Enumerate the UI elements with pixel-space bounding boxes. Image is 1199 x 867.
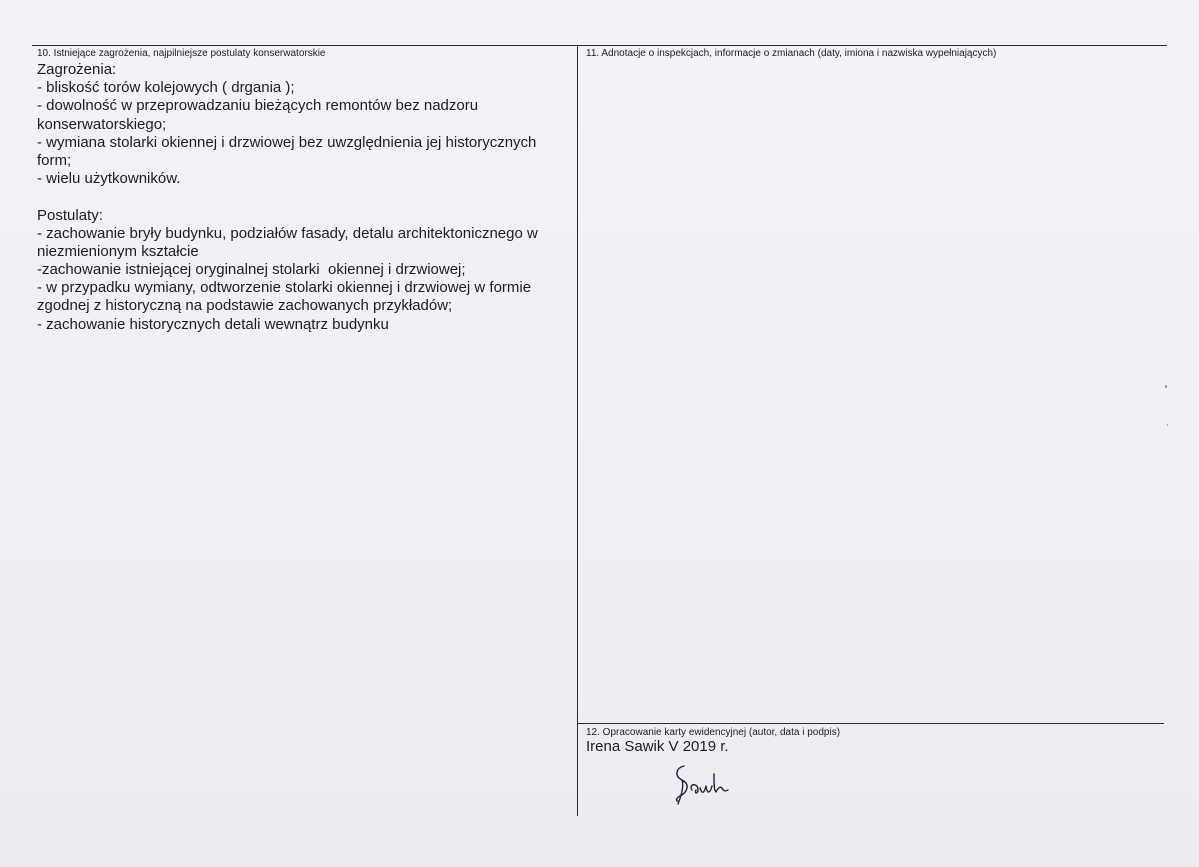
top-rule: [32, 45, 1167, 46]
scan-speck: [1165, 385, 1167, 388]
scan-speck: [1167, 424, 1168, 426]
section10-line: -zachowanie istniejącej oryginalnej stolarki okiennej i drzwiowej;: [37, 261, 466, 279]
section10-line: - wielu użytkowników.: [37, 170, 181, 188]
section10-body: [37, 61, 572, 334]
section10-line: - zachowanie bryły budynku, podziałów fasady, detalu architektonicznego w: [37, 224, 538, 242]
section10-line: zgodnej z historyczną na podstawie zachowanych przykładów;: [37, 297, 453, 315]
author-name: Irena Sawik V 2019 r.: [586, 738, 729, 755]
section10-line: - wymiana stolarki okiennej i drzwiowej bez uwzględnienia jej historycznych: [37, 133, 537, 151]
section12-rule: [577, 723, 1164, 724]
section10-line: - w przypadku wymiany, odtworzenie stolarki okiennej i drzwiowej w formie: [37, 279, 532, 297]
section10-line: form;: [37, 151, 72, 169]
section10-line: konserwatorskiego;: [37, 115, 167, 133]
section10-heading: 10. Istniejące zagrożenia, najpilniejsze postulaty konserwatorskie: [37, 48, 326, 59]
section10-line: Zagrożenia:: [37, 61, 117, 78]
signature-image: [670, 760, 750, 806]
section11-heading: 11. Adnotacje o inspekcjach, informacje o zmianach (daty, imiona i nazwiska wypełniających): [586, 48, 997, 59]
section10-line: - zachowanie historycznych detali wewnątrz budynku: [37, 315, 389, 333]
section10-line: [37, 188, 572, 206]
section12-heading: 12. Opracowanie karty ewidencyjnej (autor, data i podpis): [586, 727, 841, 738]
section10-line: Postulaty:: [37, 206, 103, 224]
section10-line: - dowolność w przeprowadzaniu bieżących remontów bez nadzoru: [37, 97, 479, 115]
section10-line: - bliskość torów kolejowych ( drgania );: [37, 79, 295, 97]
column-divider: [577, 45, 578, 816]
section10-line: niezmienionym kształcie: [37, 242, 199, 260]
